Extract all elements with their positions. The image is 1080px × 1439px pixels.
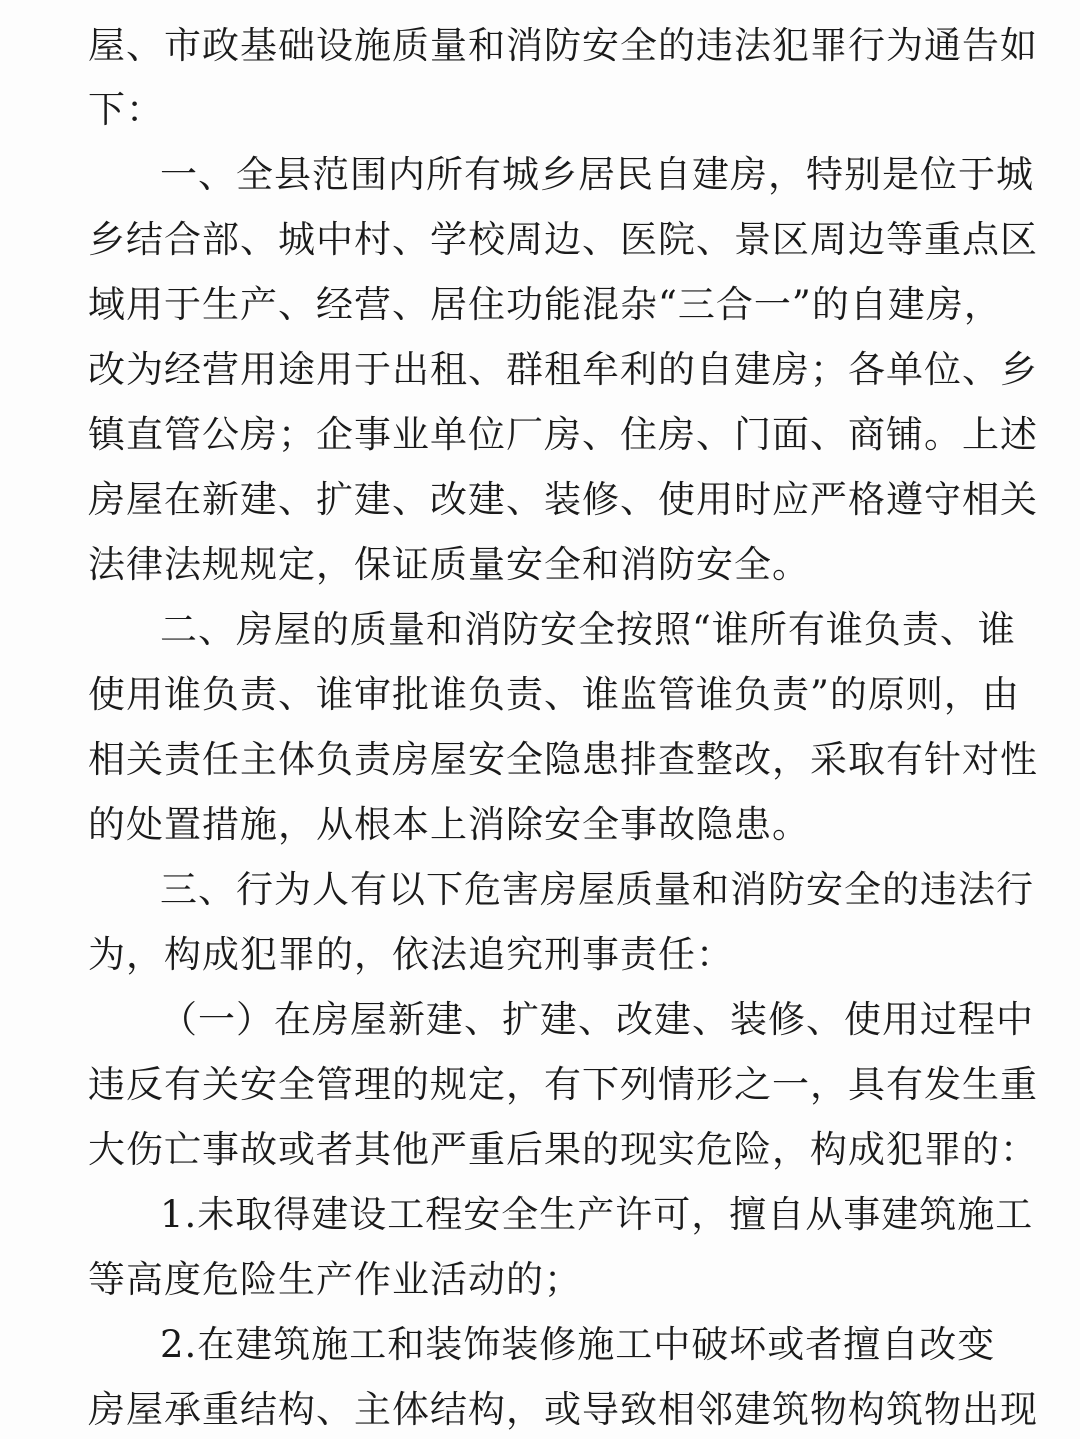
text-line: 违反有关安全管理的规定，有下列情形之一，具有发生重 <box>88 1063 1038 1106</box>
text-line: 相关责任主体负责房屋安全隐患排查整改，采取有针对性 <box>88 738 1038 781</box>
text-line: 为，构成犯罪的，依法追究刑事责任： <box>88 933 734 976</box>
text-line: 使用谁负责、谁审批谁负责、谁监管谁负责”的原则，由 <box>88 673 1020 716</box>
text-line: 法律法规规定，保证质量安全和消防安全。 <box>88 543 810 586</box>
text-line: 域用于生产、经营、居住功能混杂“三合一”的自建房， <box>88 283 1002 326</box>
item-one-start: 1.未取得建设工程安全生产许可，擅自从事建筑施工 <box>160 1193 1034 1236</box>
paragraph-one-start: 一、全县范围内所有城乡居民自建房，特别是位于城 <box>160 153 1034 196</box>
text-line: 大伤亡事故或者其他严重后果的现实危险，构成犯罪的： <box>88 1128 1038 1171</box>
text-line: 改为经营用途用于出租、群租牟利的自建房；各单位、乡 <box>88 348 1038 391</box>
text-line: 房屋在新建、扩建、改建、装修、使用时应严格遵守相关 <box>88 478 1038 521</box>
text-line: 下： <box>88 88 164 131</box>
text-line: 镇直管公房；企事业单位厂房、住房、门面、商铺。上述 <box>88 413 1038 456</box>
text-line: 房屋承重结构、主体结构，或导致相邻建筑物构筑物出现 <box>88 1388 1038 1431</box>
paragraph-three-start: 三、行为人有以下危害房屋质量和消防安全的违法行 <box>160 868 1034 911</box>
subparagraph-one-start: （一）在房屋新建、扩建、改建、装修、使用过程中 <box>160 998 1034 1041</box>
text-line: 屋、市政基础设施质量和消防安全的违法犯罪行为通告如 <box>88 24 1038 67</box>
text-line: 等高度危险生产作业活动的； <box>88 1258 582 1301</box>
text-line: 乡结合部、城中村、学校周边、医院、景区周边等重点区 <box>88 218 1038 261</box>
item-two-start: 2.在建筑施工和装饰装修施工中破坏或者擅自改变 <box>160 1323 996 1366</box>
paragraph-two-start: 二、房屋的质量和消防安全按照“谁所有谁负责、谁 <box>160 608 1016 651</box>
text-line: 的处置措施，从根本上消除安全事故隐患。 <box>88 803 810 846</box>
